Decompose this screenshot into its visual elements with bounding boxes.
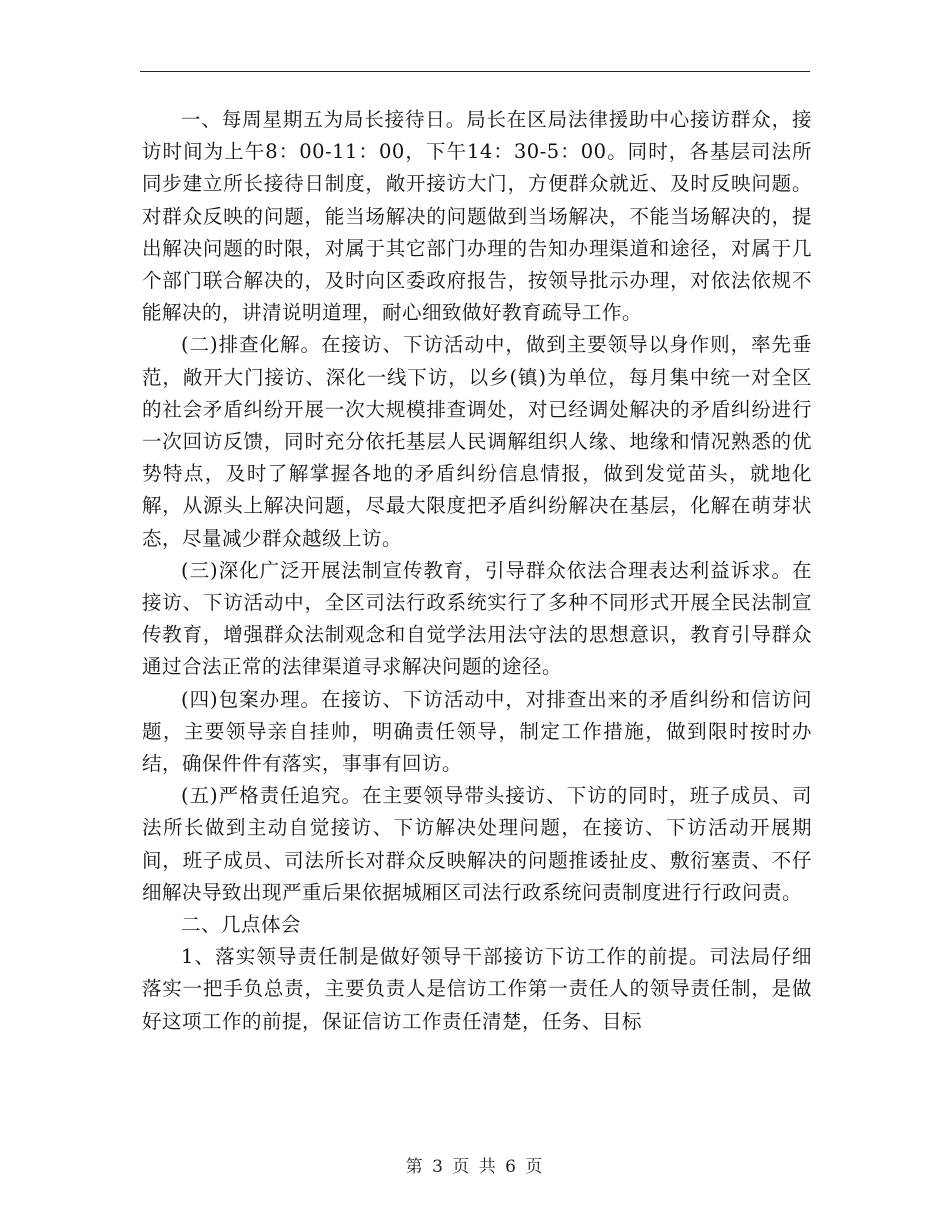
paragraph-leadership-responsibility: 1、落实领导责任制是做好领导干部接访下访工作的前提。司法局仔细落实一把手负总责，主要负责人是信访工作第一责任人的领导责任制，是做好这项工作的前提，保证信访工作责任清楚，任务、目标 bbox=[142, 945, 812, 1033]
paragraph-legal-education: (三)深化广泛开展法制宣传教育，引导群众依法合理表达利益诉求。在接访、下访活动中，全区司法行政系统实行了多种不同形式开展全民法制宣传教育，增强群众法制观念和自觉学法用法守法的思想意识，教育引导群众通过合法正常的法律渠道寻求解决问题的途径。 bbox=[142, 558, 812, 679]
paragraph-accountability: (五)严格责任追究。在主要领导带头接访、下访的同时，班子成员、司法所长做到主动自觉接访、下访解决处理问题，在接访、下访活动开展期间，班子成员、司法所长对群众反映解决的问题推诿扯皮、敷衍塞责、不仔细解决导致出现严重后果依据城厢区司法行政系统问责制度进行行政问责。 bbox=[142, 784, 812, 904]
paragraph-investigation: (二)排查化解。在接访、下访活动中，做到主要领导以身作则，率先垂范，敞开大门接访、深化一线下访，以乡(镇)为单位，每月集中统一对全区的社会矛盾纠纷开展一次大规模排查调处，对已经调处解决的矛盾纠纷进行一次回访反馈，同时充分依托基层人民调解组织人缘、地缘和情况熟悉的优势特点，及时了解掌握各地的矛盾纠纷信息情报，做到发觉苗头，就地化解，从源头上解决问题，尽最大限度把矛盾纠纷解决在基层，化解在萌芽状态，尽量减少群众越级上访。 bbox=[142, 333, 812, 550]
header-rule bbox=[140, 71, 810, 72]
section-heading-experience: 二、几点体会 bbox=[181, 913, 302, 937]
paragraph-reception-day: 一、每周星期五为局长接待日。局长在区局法律援助中心接访群众，接访时间为上午8：00-11：00，下午14：30-5：00。同时，各基层司法所同步建立所长接待日制度，敞开接访大门，方便群众就近、及时反映问题。对群众反映的问题，能当场解决的问题做到当场解决，不能当场解决的，提出解决问题的时限，对属于其它部门办理的告知办理渠道和途径，对属于几个部门联合解决的，及时向区委政府报告，按领导批示办理，对依法依规不能解决的，讲清说明道理，耐心细致做好教育疏导工作。 bbox=[142, 108, 812, 325]
document-body bbox=[142, 104, 812, 1038]
page-number-footer: 第 3 页 共 6 页 bbox=[405, 1157, 545, 1177]
paragraph-case-handling: (四)包案办理。在接访、下访活动中，对排查出来的矛盾纠纷和信访问题，主要领导亲自挂帅，明确责任领导，制定工作措施，做到限时按时办结，确保件件有落实，事事有回访。 bbox=[142, 687, 812, 776]
